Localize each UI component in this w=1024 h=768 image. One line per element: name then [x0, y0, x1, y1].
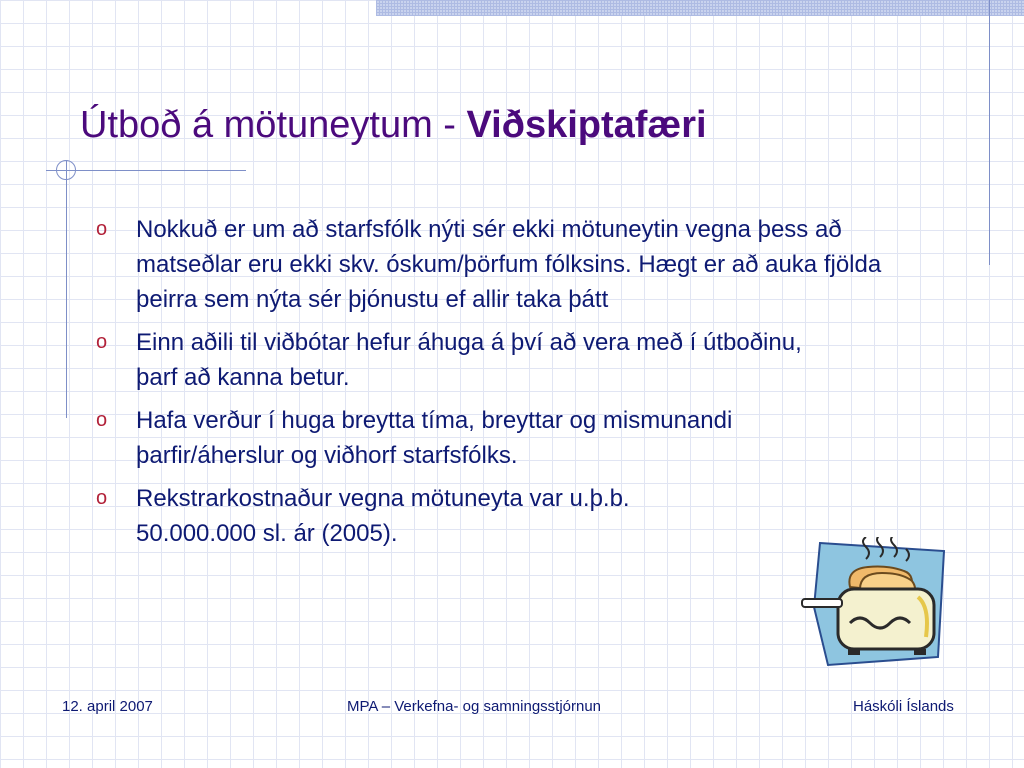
bullet-list	[96, 212, 896, 559]
top-decorative-band	[376, 0, 1024, 16]
bullet-text: Rekstrarkostnaður vegna mötuneyta var u.þ.b. 50.000.000 sl. ár (2005).	[136, 485, 630, 547]
bullet-text: Hafa verður í huga breytta tíma, breyttar og mismunandi þarfir/áherslur og viðhorf starfsfólks.	[136, 407, 733, 469]
bullet-marker: o	[96, 487, 108, 509]
bullet-marker: o	[96, 409, 108, 431]
bullet-item	[96, 325, 896, 395]
toaster-icon	[798, 537, 950, 667]
bullet-text: Nokkuð er um að starfsfólk nýti sér ekki mötuneytin vegna þess að matseðlar eru ekki skv. óskum/þörfum fólksins. Hægt er að auka fjölda þeirra sem nýta sér þjónustu ef allir taka þátt	[136, 216, 882, 313]
footer-institution: Háskóli Íslands	[853, 698, 954, 715]
footer-course: MPA – Verkefna- og samningsstjórnun	[347, 698, 602, 715]
slide-title	[80, 104, 707, 147]
right-accent-line	[989, 0, 990, 265]
bullet-marker: o	[96, 331, 108, 353]
bullet-item	[96, 481, 896, 551]
left-accent-line	[66, 160, 67, 418]
bullet-item	[96, 403, 896, 473]
bullet-item	[96, 212, 896, 317]
corner-circle-decoration	[56, 160, 76, 180]
footer-date: 12. april 2007	[62, 698, 153, 715]
bullet-marker: o	[96, 218, 108, 240]
slide-title-bold: Viðskiptafæri	[466, 104, 707, 146]
slide-title-normal: Útboð á mötuneytum -	[80, 104, 467, 146]
title-underline	[46, 170, 246, 171]
bullet-text: Einn aðili til viðbótar hefur áhuga á því að vera með í útboðinu, þarf að kanna betur.	[136, 329, 802, 391]
